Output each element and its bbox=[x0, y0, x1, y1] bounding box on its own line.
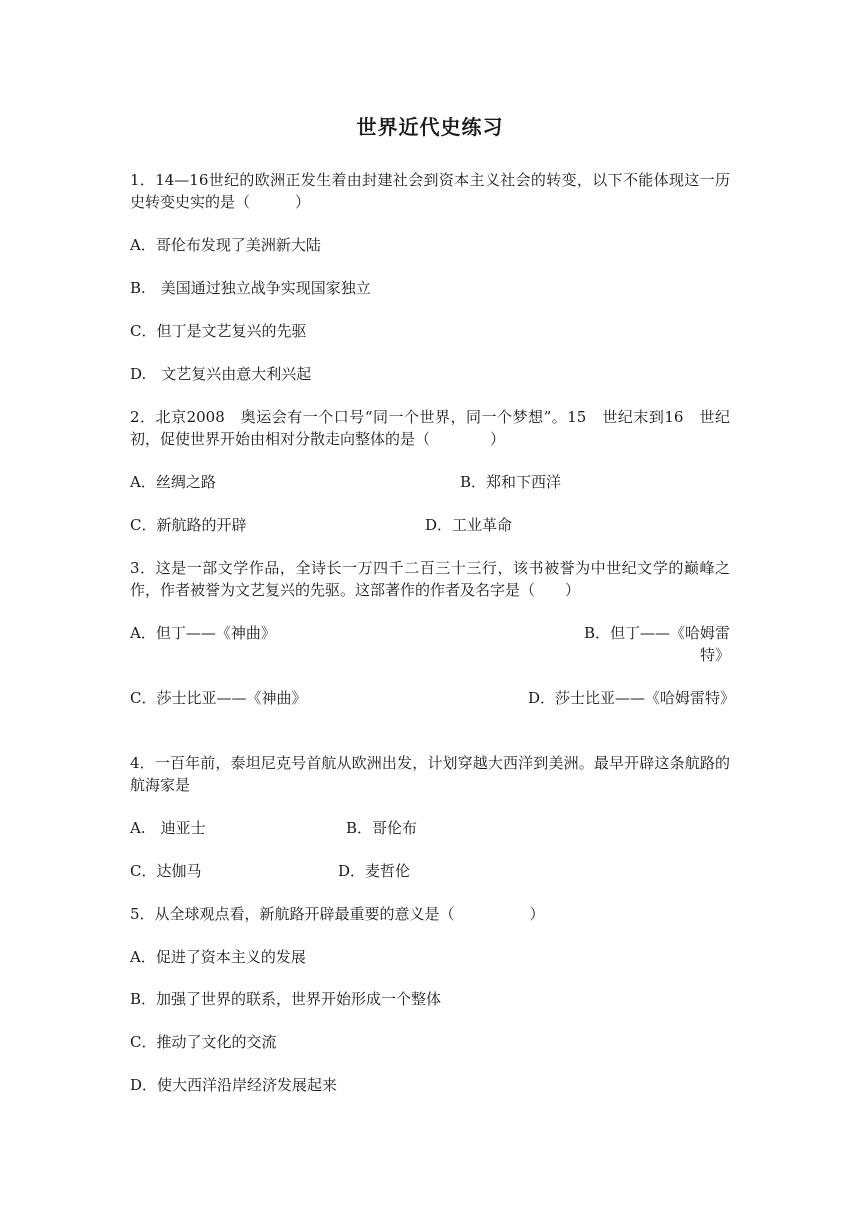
question-1-option-d: D. 文艺复兴由意大利兴起 bbox=[130, 365, 312, 383]
question-4-option-a: A. 迪亚士 bbox=[130, 819, 206, 837]
question-5-option-b: B．加强了世界的联系，世界开始形成一个整体 bbox=[130, 990, 442, 1008]
question-1-option-a: A．哥伦布发现了美洲新大陆 bbox=[130, 236, 321, 254]
question-2-option-d: D．工业革命 bbox=[425, 516, 513, 534]
question-3-stem: 3．这是一部文学作品，全诗长一万四千二百三十三行，该书被誉为中世纪文学的巅峰之作，作者被誉为文艺复兴的先驱。这部著作的作者及名字是（ ） bbox=[130, 559, 730, 599]
question-2-option-b: B．郑和下西洋 bbox=[460, 473, 562, 491]
question-2-stem: 2．北京2008 奥运会有一个口号“同一个世界，同一个梦想”。15 世纪末到16 世纪初，促使世界开始由相对分散走向整体的是（ ） bbox=[130, 408, 730, 448]
question-3-option-c: C．莎士比亚——《神曲》 bbox=[130, 689, 307, 707]
question-4-stem: 4．一百年前，泰坦尼克号首航从欧洲出发，计划穿越大西洋到美洲。最早开辟这条航路的航海家是 bbox=[130, 754, 730, 794]
question-1-option-b: B. 美国通过独立战争实现国家独立 bbox=[130, 279, 371, 297]
question-2-option-c: C．新航路的开辟 bbox=[130, 516, 247, 534]
question-3-option-a: A．但丁——《神曲》 bbox=[130, 624, 276, 642]
question-5-option-a: A．促进了资本主义的发展 bbox=[130, 948, 306, 966]
question-4-option-d: D．麦哲伦 bbox=[338, 862, 411, 880]
question-4-option-b: B．哥伦布 bbox=[346, 819, 418, 837]
question-1-stem: 1．14—16世纪的欧洲正发生着由封建社会到资本主义社会的转变，以下不能体现这一历史转变史实的是（ ） bbox=[130, 171, 730, 211]
question-4-option-c: C．达伽马 bbox=[130, 862, 202, 880]
page-title: 世界近代史练习 bbox=[356, 115, 504, 139]
question-5-option-c: C．推动了文化的交流 bbox=[130, 1033, 277, 1051]
question-1-option-c: C．但丁是文艺复兴的先驱 bbox=[130, 322, 307, 340]
question-5-stem: 5．从全球观点看，新航路开辟最重要的意义是（ ） bbox=[130, 905, 545, 923]
question-5-option-d: D．使大西洋沿岸经济发展起来 bbox=[130, 1076, 338, 1094]
question-3-option-b: B．但丁——《哈姆雷特》 bbox=[583, 624, 730, 664]
question-3-option-d: D．莎士比亚——《哈姆雷特》 bbox=[528, 689, 736, 707]
question-2-option-a: A．丝绸之路 bbox=[130, 473, 216, 491]
